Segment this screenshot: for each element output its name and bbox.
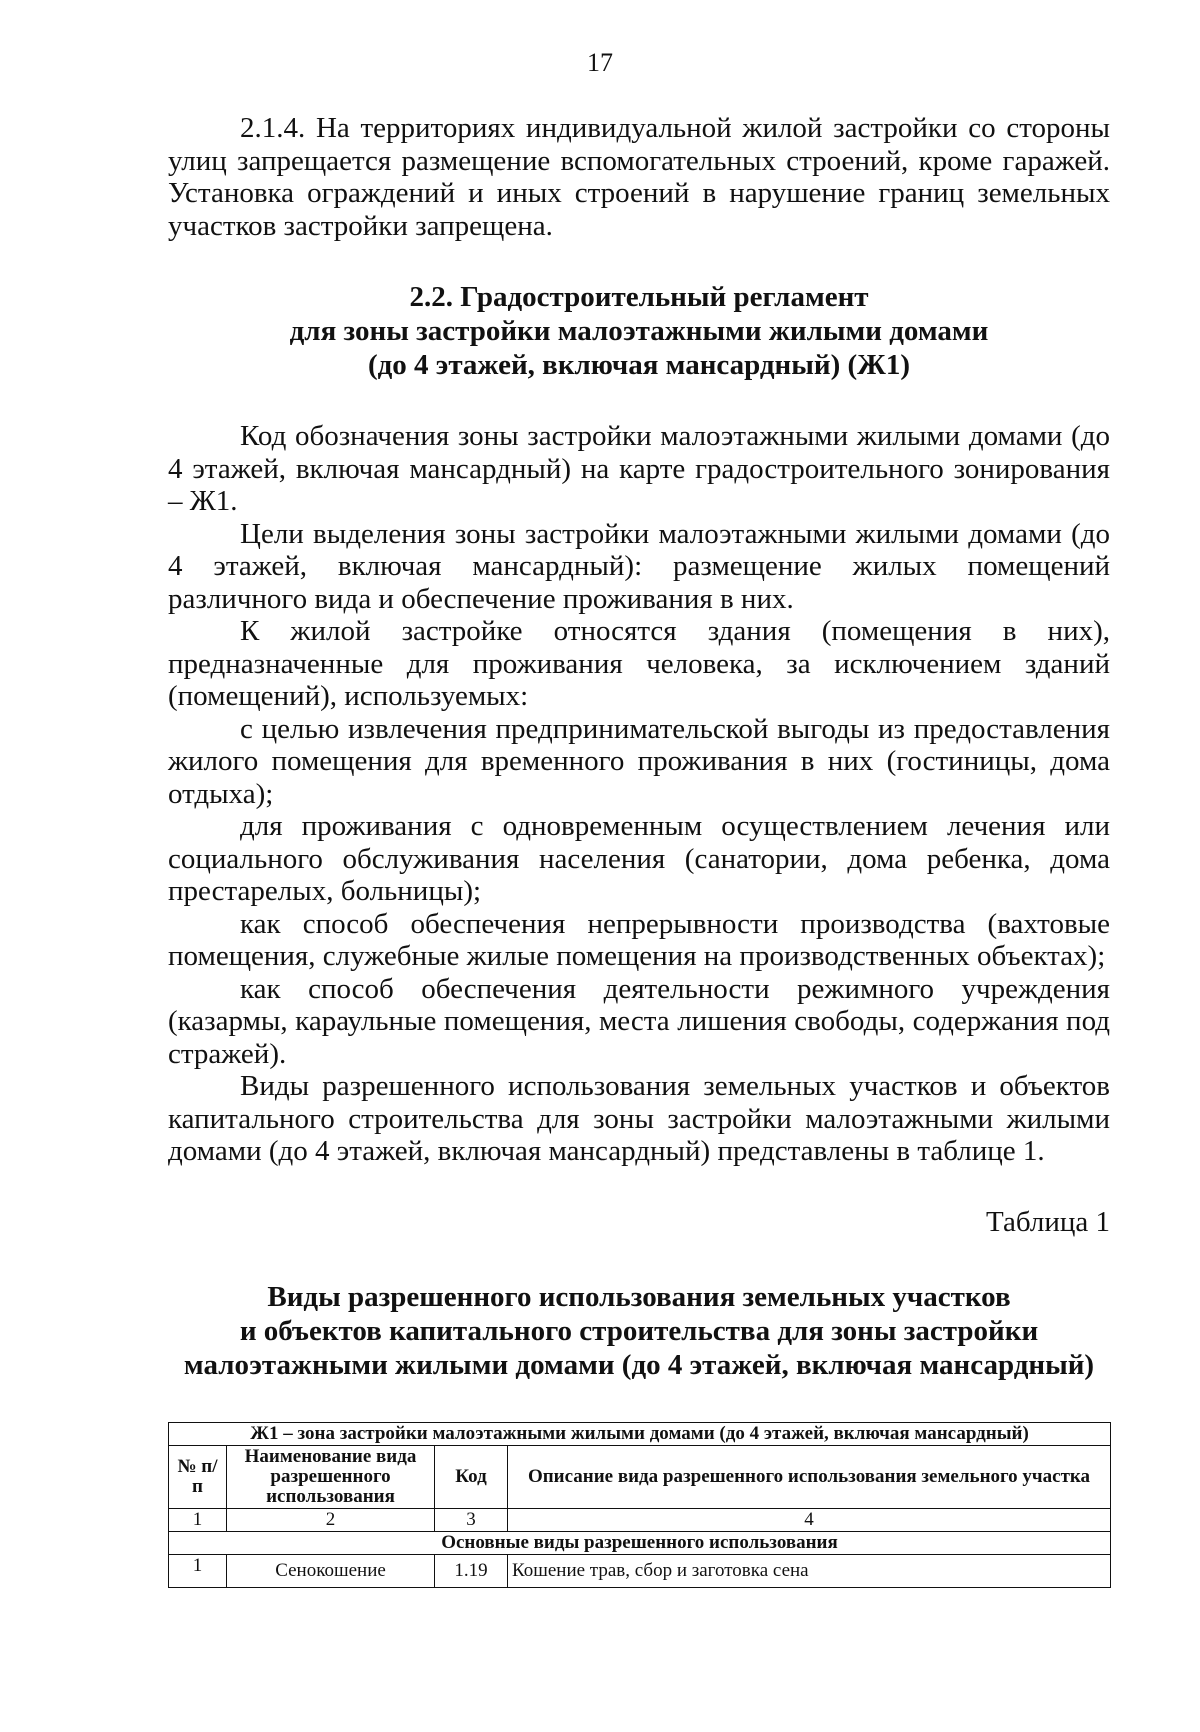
usage-table xyxy=(168,1422,1111,1588)
paragraph-exclusion-4: как способ обеспечения деятельности режимного учреждения (казармы, караульные помещения, места лишения свободы, содержания под стражей). xyxy=(168,972,1110,1070)
table-row xyxy=(169,1555,1111,1588)
paragraph-zone-code: Код обозначения зоны застройки малоэтажными жилыми домами (до 4 этажей, включая мансардный) на карте градостроительного зонирования – Ж1. xyxy=(168,420,1110,517)
table-title-line1: Виды разрешенного использования земельных участков xyxy=(267,1281,1011,1313)
paragraph-exclusion-2: для проживания с одновременным осуществлением лечения или социального обслуживания населения (санатории, дома ребенка, дома престарелых, больницы); xyxy=(168,810,1110,907)
table-group-header-row xyxy=(169,1532,1111,1555)
col-number: 4 xyxy=(508,1509,1111,1532)
table-title xyxy=(168,1280,1110,1382)
row-code: 1.19 xyxy=(435,1555,508,1588)
row-description: Кошение трав, сбор и заготовка сена xyxy=(508,1555,1111,1588)
col-number: 3 xyxy=(435,1509,508,1532)
table-title-line3: малоэтажными жилыми домами (до 4 этажей, включая мансардный) xyxy=(183,1349,1095,1381)
section-heading-line2: для зоны застройки малоэтажными жилыми домами xyxy=(289,315,989,347)
page-number: 17 xyxy=(587,48,613,77)
row-name: Сенокошение xyxy=(227,1555,435,1588)
col-header-name: Наименование вида разрешенного использования xyxy=(227,1446,435,1509)
paragraph-residential-def: К жилой застройке относятся здания (помещения в них), предназначенные для проживания человека, за исключением зданий (помещений), используемых: xyxy=(168,615,1110,712)
section-heading-line1: 2.2. Градостроительный регламент xyxy=(409,281,869,313)
col-number: 2 xyxy=(227,1509,435,1532)
table-column-numbers-row xyxy=(169,1509,1111,1532)
paragraph-zone-goals: Цели выделения зоны застройки малоэтажными жилыми домами (до 4 этажей, включая мансардный): размещение жилых помещений различного вида и обеспечение проживания в них. xyxy=(168,517,1110,615)
section-heading-line3: (до 4 этажей, включая мансардный) (Ж1) xyxy=(367,349,911,381)
section-heading xyxy=(168,280,1110,382)
col-header-num: № п/п xyxy=(169,1446,227,1509)
col-header-code: Код xyxy=(435,1446,508,1509)
table-header-row xyxy=(169,1446,1111,1509)
table-title-line2: и объектов капитального строительства для зоны застройки xyxy=(239,1315,1039,1347)
table-zone-header: Ж1 – зона застройки малоэтажными жилыми домами (до 4 этажей, включая мансардный) xyxy=(169,1423,1111,1446)
row-num: 1 xyxy=(169,1555,227,1588)
paragraph-table-reference: Виды разрешенного использования земельных участков и объектов капитального строительства для зоны застройки малоэтажными жилыми домами (до 4 этажей, включая мансардный) представлены в таблице 1. xyxy=(168,1070,1110,1167)
table-caption: Таблица 1 xyxy=(985,1205,1110,1238)
paragraph-exclusion-1: с целью извлечения предпринимательской выгоды из предоставления жилого помещения для временного проживания в них (гостиницы, дома отдыха); xyxy=(168,712,1110,810)
paragraph-exclusion-3: как способ обеспечения непрерывности производства (вахтовые помещения, служебные жилые помещения на производственных объектах); xyxy=(168,907,1110,972)
col-number: 1 xyxy=(169,1509,227,1532)
paragraph-2-1-4: 2.1.4. На территориях индивидуальной жилой застройки со стороны улиц запрещается размещение вспомогательных строений, кроме гаражей. Установка ограждений и иных строений в нарушение границ земельных участков застройки запрещена. xyxy=(168,112,1110,242)
table-zone-header-row xyxy=(169,1423,1111,1446)
col-header-description: Описание вида разрешенного использования земельного участка xyxy=(508,1446,1111,1509)
page-content xyxy=(168,112,1110,1588)
table-group-header: Основные виды разрешенного использования xyxy=(169,1532,1111,1555)
